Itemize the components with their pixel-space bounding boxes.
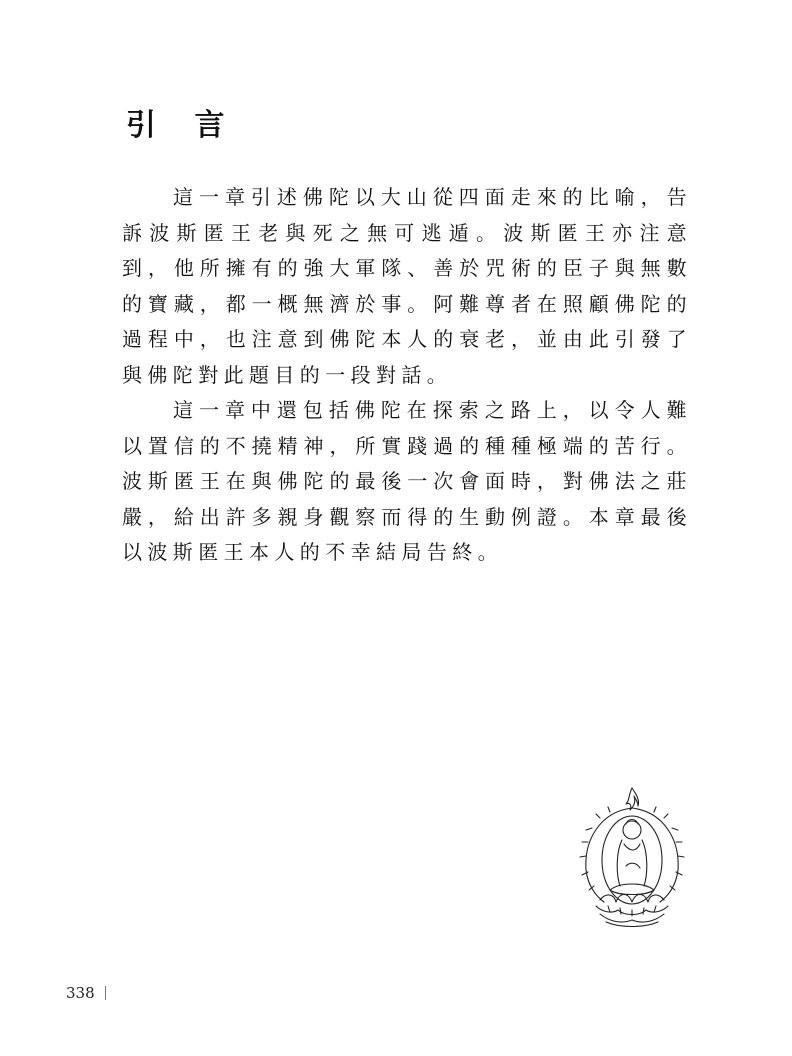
body-text	[122, 180, 692, 571]
seated-buddha-lotus-icon	[570, 782, 694, 930]
section-heading: 引 言	[126, 108, 239, 143]
footer-divider	[105, 986, 106, 1000]
paragraph-2: 這一章中還包括佛陀在探索之路上，以令人難以置信的不撓精神，所實踐過的種種極端的苦行。波斯匿王在與佛陀的最後一次會面時，對佛法之莊嚴，給出許多親身觀察而得的生動例證。本章最後以波斯匿王本人的不幸結局告終。	[122, 398, 692, 564]
page-number: 338	[66, 984, 95, 1002]
page-footer	[66, 983, 106, 1003]
paragraph-1: 這一章引述佛陀以大山從四面走來的比喻，告訴波斯匿王老與死之無可逃遁。波斯匿王亦注意到，他所擁有的強大軍隊、善於咒術的臣子與無數的寶藏，都一概無濟於事。阿難尊者在照顧佛陀的過程中，也注意到佛陀本人的衰老，並由此引發了與佛陀對此題目的一段對話。	[122, 185, 692, 387]
